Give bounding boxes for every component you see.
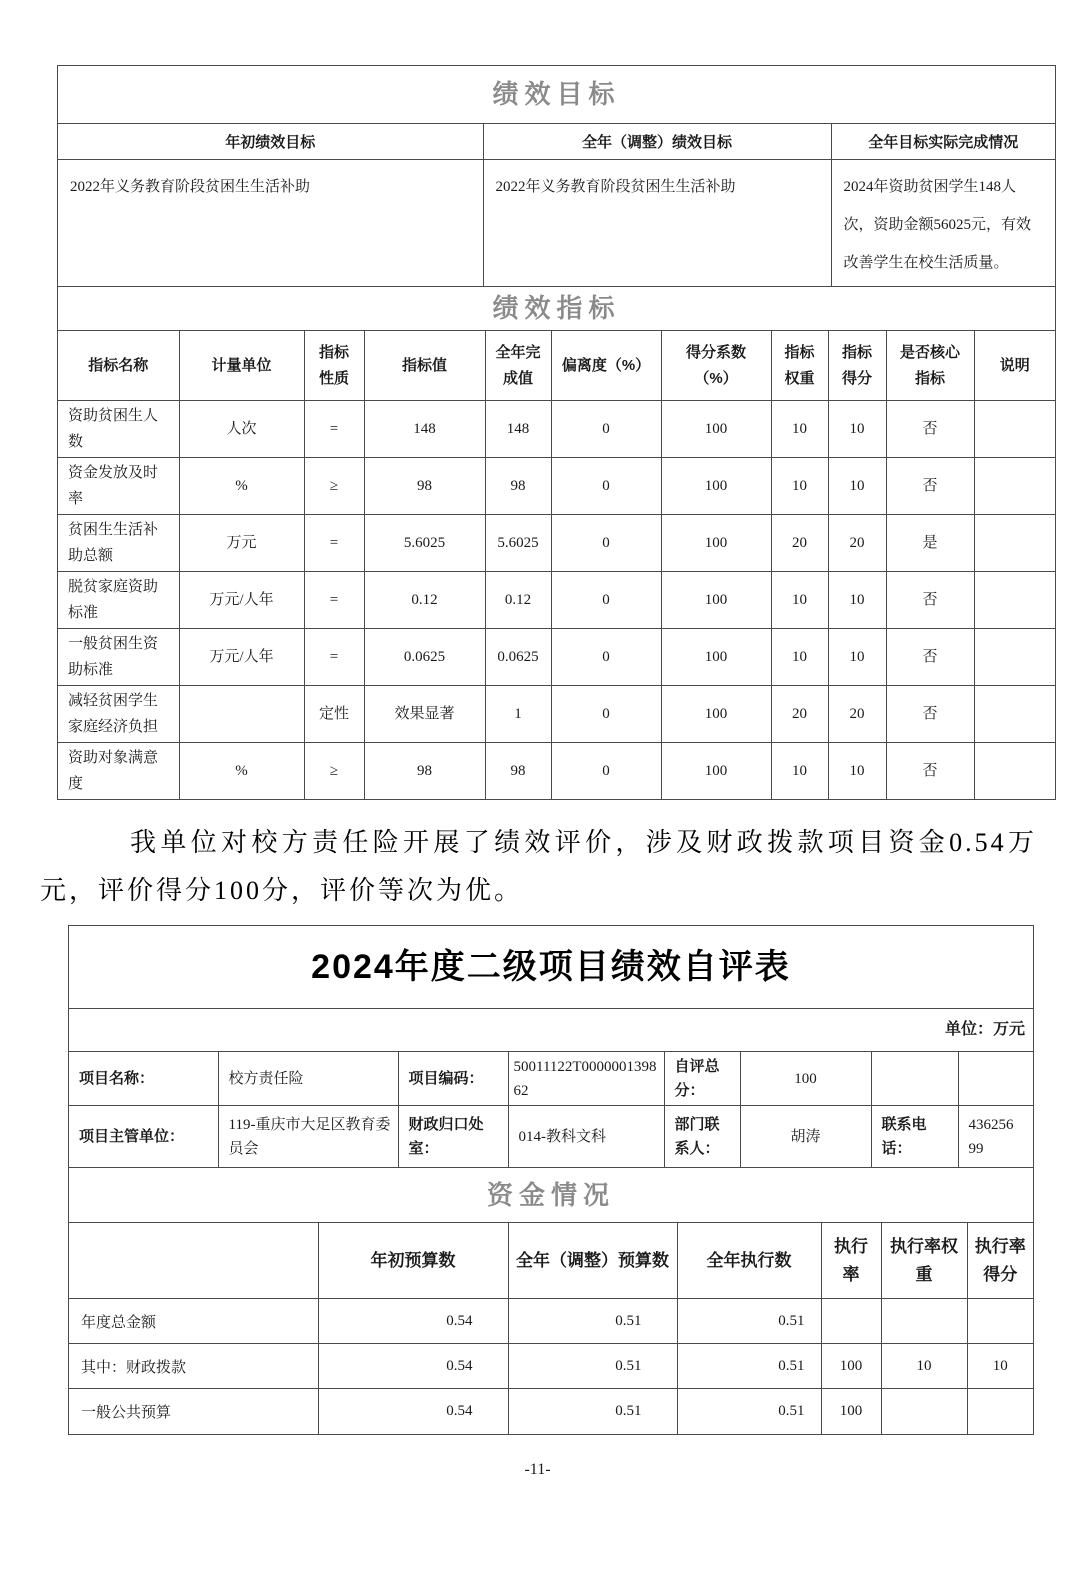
indicator-cell: 0.0625 <box>485 629 551 686</box>
info-label-cell: 项目名称： <box>69 1052 218 1106</box>
funds-cell <box>821 1299 881 1344</box>
indicator-cell: = <box>304 629 364 686</box>
funds-cell: 10 <box>967 1344 1033 1389</box>
indicator-row <box>58 743 1055 800</box>
indicator-cell <box>974 401 1055 458</box>
funds-cell: 0.54 <box>318 1389 508 1434</box>
indicator-cell: 否 <box>886 629 974 686</box>
goal-table <box>58 123 1055 287</box>
info-value-cell: 胡涛 <box>740 1106 871 1168</box>
info-label-cell: 自评总分： <box>664 1052 740 1106</box>
info-row <box>69 1106 1033 1168</box>
performance-table <box>57 65 1056 800</box>
indicator-header-cell: 说明 <box>974 331 1055 401</box>
indicator-cell: 20 <box>828 686 886 743</box>
self-evaluation-table <box>68 925 1034 1435</box>
info-value-cell: 100 <box>740 1052 871 1106</box>
indicator-cell <box>974 572 1055 629</box>
funds-cell: 0.51 <box>677 1299 821 1344</box>
indicator-cell: 20 <box>771 515 828 572</box>
info-value-cell: 43625699 <box>958 1106 1033 1168</box>
indicator-section-title: 绩效指标 <box>492 293 621 323</box>
funds-header-row <box>69 1223 1033 1299</box>
funds-cell: 其中：财政拨款 <box>69 1344 318 1389</box>
indicator-cell: 10 <box>771 743 828 800</box>
funds-cell: 0.54 <box>318 1299 508 1344</box>
indicator-cell: 100 <box>661 401 771 458</box>
info-value-cell: 校方责任险 <box>218 1052 398 1106</box>
indicator-cell: 10 <box>771 572 828 629</box>
indicator-cell: 10 <box>828 458 886 515</box>
funds-cell <box>881 1299 967 1344</box>
indicator-cell: 是 <box>886 515 974 572</box>
indicator-cell: = <box>304 515 364 572</box>
indicator-header-cell: 得分系数（%） <box>661 331 771 401</box>
indicator-cell: 万元/人年 <box>179 572 304 629</box>
indicator-cell: 0 <box>551 401 661 458</box>
indicator-cell: 98 <box>364 458 485 515</box>
info-label-cell: 联系电话： <box>871 1106 958 1168</box>
info-value-cell <box>958 1052 1033 1106</box>
goal-header-cell: 全年目标实际完成情况 <box>831 124 1055 160</box>
funds-cell: 一般公共预算 <box>69 1389 318 1434</box>
info-label-cell: 部门联系人： <box>664 1106 740 1168</box>
indicator-cell: 100 <box>661 515 771 572</box>
indicator-cell: 一般贫困生资助标准 <box>58 629 179 686</box>
info-label-cell: 项目编码： <box>398 1052 508 1106</box>
funds-cell: 0.54 <box>318 1344 508 1389</box>
indicator-cell: 10 <box>828 572 886 629</box>
indicator-cell: 10 <box>828 629 886 686</box>
evaluation-paragraph: 我单位对校方责任险开展了绩效评价，涉及财政拨款项目资金0.54万元，评价得分100分，评价等次为优。 <box>40 828 1037 905</box>
indicator-cell: 100 <box>661 629 771 686</box>
indicator-row <box>58 401 1055 458</box>
indicator-cell: 资助贫困生人数 <box>58 401 179 458</box>
indicator-cell: 万元/人年 <box>179 629 304 686</box>
indicator-cell: 减轻贫困学生家庭经济负担 <box>58 686 179 743</box>
funds-cell <box>881 1389 967 1434</box>
indicator-cell: 否 <box>886 458 974 515</box>
indicator-cell: 98 <box>364 743 485 800</box>
document-page <box>0 65 1075 1585</box>
goal-section-title: 绩效目标 <box>492 79 621 109</box>
indicator-header-row <box>58 331 1055 401</box>
indicator-cell: 万元 <box>179 515 304 572</box>
indicator-cell: 贫困生生活补助总额 <box>58 515 179 572</box>
indicator-cell: 100 <box>661 572 771 629</box>
indicator-cell: 5.6025 <box>485 515 551 572</box>
unit-label: 单位：万元 <box>944 1021 1025 1038</box>
goal-header-cell: 全年（调整）绩效目标 <box>483 124 831 160</box>
indicator-cell: 10 <box>828 401 886 458</box>
funds-row <box>69 1344 1033 1389</box>
self-eval-title: 2024年度二级项目绩效自评表 <box>311 948 791 986</box>
indicator-cell: 0 <box>551 515 661 572</box>
indicator-row <box>58 629 1055 686</box>
funds-header-cell: 执行率 <box>821 1223 881 1299</box>
indicator-cell: = <box>304 401 364 458</box>
info-value-cell: 119-重庆市大足区教育委员会 <box>218 1106 398 1168</box>
indicator-cell: 10 <box>771 629 828 686</box>
indicator-cell: 0.0625 <box>364 629 485 686</box>
indicator-cell <box>974 686 1055 743</box>
goal-data-row <box>58 160 1055 287</box>
indicator-cell <box>974 515 1055 572</box>
funds-table <box>69 1222 1033 1434</box>
indicator-cell: 资金发放及时率 <box>58 458 179 515</box>
unit-row <box>69 1008 1033 1051</box>
indicator-header-cell: 指标性质 <box>304 331 364 401</box>
indicator-cell: 20 <box>828 515 886 572</box>
goal-header-row <box>58 124 1055 160</box>
indicator-cell: 资助对象满意度 <box>58 743 179 800</box>
funds-header-cell <box>69 1223 318 1299</box>
funds-cell: 0.51 <box>508 1299 677 1344</box>
indicator-cell: 0 <box>551 629 661 686</box>
funds-cell: 100 <box>821 1344 881 1389</box>
funds-cell: 0.51 <box>677 1344 821 1389</box>
indicator-cell: ≥ <box>304 743 364 800</box>
indicator-cell: 否 <box>886 401 974 458</box>
indicator-header-cell: 计量单位 <box>179 331 304 401</box>
funds-row <box>69 1389 1033 1434</box>
indicator-cell: = <box>304 572 364 629</box>
indicator-header-cell: 指标名称 <box>58 331 179 401</box>
indicator-cell: % <box>179 458 304 515</box>
indicator-header-cell: 全年完成值 <box>485 331 551 401</box>
indicator-cell: 否 <box>886 686 974 743</box>
indicator-cell: 100 <box>661 686 771 743</box>
funds-cell: 10 <box>881 1344 967 1389</box>
indicator-cell: 98 <box>485 458 551 515</box>
indicator-table <box>58 330 1055 799</box>
indicator-cell: 否 <box>886 743 974 800</box>
indicator-cell: 148 <box>364 401 485 458</box>
indicator-cell: ≥ <box>304 458 364 515</box>
indicator-cell: 定性 <box>304 686 364 743</box>
info-row <box>69 1052 1033 1106</box>
indicator-cell <box>974 458 1055 515</box>
project-info-table <box>69 1051 1033 1168</box>
goal-cell: 2022年义务教育阶段贫困生生活补助 <box>58 160 483 287</box>
funds-cell <box>967 1389 1033 1434</box>
indicator-cell: 10 <box>771 458 828 515</box>
funds-header-cell: 年初预算数 <box>318 1223 508 1299</box>
indicator-cell: 100 <box>661 458 771 515</box>
indicator-row <box>58 458 1055 515</box>
funds-cell: 100 <box>821 1389 881 1434</box>
indicator-cell: 脱贫家庭资助标准 <box>58 572 179 629</box>
indicator-cell: 10 <box>771 401 828 458</box>
indicator-cell: 0.12 <box>485 572 551 629</box>
goal-header-cell: 年初绩效目标 <box>58 124 483 160</box>
funds-row <box>69 1299 1033 1344</box>
funds-header-cell: 全年执行数 <box>677 1223 821 1299</box>
indicator-cell: 0 <box>551 458 661 515</box>
indicator-cell: 98 <box>485 743 551 800</box>
indicator-cell: 0 <box>551 572 661 629</box>
indicator-cell: 148 <box>485 401 551 458</box>
funds-cell <box>967 1299 1033 1344</box>
goal-cell: 2024年资助贫困学生148人次，资助金额56025元，有效改善学生在校生活质量。 <box>831 160 1055 287</box>
indicator-cell <box>974 743 1055 800</box>
goal-cell: 2022年义务教育阶段贫困生生活补助 <box>483 160 831 287</box>
indicator-cell: 0 <box>551 743 661 800</box>
indicator-cell <box>179 686 304 743</box>
funds-section-title: 资金情况 <box>486 1180 615 1210</box>
funds-cell: 年度总金额 <box>69 1299 318 1344</box>
indicator-cell: 20 <box>771 686 828 743</box>
funds-header-cell: 全年（调整）预算数 <box>508 1223 677 1299</box>
indicator-cell <box>974 629 1055 686</box>
funds-header-cell: 执行率权重 <box>881 1223 967 1299</box>
info-label-cell <box>871 1052 958 1106</box>
indicator-row <box>58 686 1055 743</box>
info-value-cell: 50011122T000000139862 <box>508 1052 664 1106</box>
indicator-cell: 0.12 <box>364 572 485 629</box>
funds-header-cell: 执行率得分 <box>967 1223 1033 1299</box>
indicator-row <box>58 515 1055 572</box>
page-number: -11- <box>524 1460 551 1478</box>
funds-cell: 0.51 <box>677 1389 821 1434</box>
info-label-cell: 财政归口处室： <box>398 1106 508 1168</box>
info-value-cell: 014-教科文科 <box>508 1106 664 1168</box>
indicator-cell: % <box>179 743 304 800</box>
indicator-cell: 100 <box>661 743 771 800</box>
indicator-cell: 否 <box>886 572 974 629</box>
indicator-cell: 1 <box>485 686 551 743</box>
indicator-cell: 5.6025 <box>364 515 485 572</box>
info-label-cell: 项目主管单位： <box>69 1106 218 1168</box>
indicator-header-cell: 指标权重 <box>771 331 828 401</box>
funds-cell: 0.51 <box>508 1389 677 1434</box>
indicator-header-cell: 指标值 <box>364 331 485 401</box>
indicator-cell: 10 <box>828 743 886 800</box>
funds-cell: 0.51 <box>508 1344 677 1389</box>
indicator-header-cell: 指标得分 <box>828 331 886 401</box>
indicator-row <box>58 572 1055 629</box>
indicator-header-cell: 是否核心指标 <box>886 331 974 401</box>
indicator-cell: 0 <box>551 686 661 743</box>
indicator-header-cell: 偏离度（%） <box>551 331 661 401</box>
indicator-cell: 效果显著 <box>364 686 485 743</box>
indicator-cell: 人次 <box>179 401 304 458</box>
